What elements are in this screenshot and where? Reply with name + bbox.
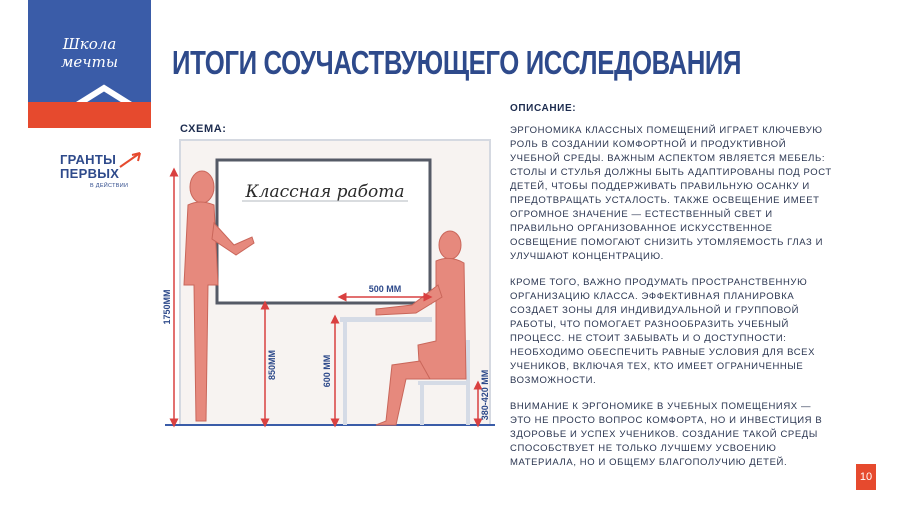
logo-red-band bbox=[28, 102, 151, 128]
description-section bbox=[510, 103, 835, 482]
description-paragraph-2: КРОМЕ ТОГО, ВАЖНО ПРОДУМАТЬ ПРОСТРАНСТВЕННУЮ ОРГАНИЗАЦИЮ КЛАССА. ЭФФЕКТИВНАЯ ПЛАНИРОВКА СОЗДАЕТ ЗОНЫ ДЛЯ ИНДИВИДУАЛЬНОЙ И ГРУППОВОЙ РАБОТЫ, ЧТО ПОМОГАЕТ РАЗНООБРАЗИТЬ УЧЕБНЫЙ ПРОЦЕСС. НЕ СТОИТ ЗАБЫВАТЬ И О ДОСТУПНОСТИ: НЕОБХОДИМО ОБЕСПЕЧИТЬ РАВНЫЕ УСЛОВИЯ ДЛЯ ВСЕХ УЧЕНИКОВ, ВКЛЮЧАЯ ТЕХ, КТО ИМЕЕТ ОГРАНИЧЕННЫЕ ВОЗМОЖНОСТИ. bbox=[510, 277, 816, 386]
arrow-icon bbox=[118, 151, 144, 169]
ergonomics-diagram bbox=[160, 135, 500, 435]
schema-label: СХЕМА: bbox=[180, 123, 227, 135]
description-paragraph-1: ЭРГОНОМИКА КЛАССНЫХ ПОМЕЩЕНИЙ ИГРАЕТ КЛЮЧЕВУЮ РОЛЬ В СОЗДАНИИ КОМФОРТНОЙ И ПРОДУКТИВНОЙ УЧЕБНОЙ СРЕДЫ. ВАЖНЫМ АСПЕКТОМ ЯВЛЯЕТСЯ МЕБЕЛЬ: СТОЛЫ И СТУЛЬЯ ДОЛЖНЫ БЫТЬ АДАПТИРОВАНЫ ПОД РОСТ ДЕТЕЙ, ЧТОБЫ ПОДДЕРЖИВАТЬ ПРАВИЛЬНУЮ ОСАНКУ И ПРЕДОТВРАЩАТЬ УСТАЛОСТЬ. ТАКЖЕ ОСВЕЩЕНИЕ ИМЕЕТ ОГРОМНОЕ ЗНАЧЕНИЕ — ЕСТЕСТВЕННЫЙ СВЕТ И ПРАВИЛЬНО ОРГАНИЗОВАННОЕ ИСКУССТВЕННОЕ ОСВЕЩЕНИЕ ПОМОГАЮТ СНИЗИТЬ УТОМЛЯЕМОСТЬ ГЛАЗ И УЛУЧШАЮТ КОНЦЕНТРАЦИЮ. bbox=[510, 125, 832, 262]
school-logo bbox=[28, 0, 151, 128]
logo-line-1: Школа bbox=[62, 35, 117, 53]
dimension-label-500: 500 ММ bbox=[368, 284, 402, 294]
dimension-label-380-420: 380-420 ММ bbox=[480, 369, 490, 421]
dimension-label-1750: 1750ММ bbox=[162, 289, 172, 325]
grants-subtitle: В ДЕЙСТВИИ bbox=[90, 183, 129, 189]
grants-line-2: ПЕРВЫХ bbox=[60, 166, 120, 181]
page-number: 10 bbox=[856, 464, 876, 490]
grants-line-1: ГРАНТЫ bbox=[60, 152, 117, 167]
board-text: Классная работа bbox=[245, 182, 405, 202]
description-paragraph-3: ВНИМАНИЕ К ЭРГОНОМИКЕ В УЧЕБНЫХ ПОМЕЩЕНИЯХ — ЭТО НЕ ПРОСТО ВОПРОС КОМФОРТА, НО И ИНВЕСТИЦИЯ В ЗДОРОВЬЕ И УСПЕХ УЧЕНИКОВ. СОЗДАНИЕ ТАКОЙ СРЕДЫ СПОСОБСТВУЕТ НЕ ТОЛЬКО ЛУЧШЕМУ УСВОЕНИЮ МАТЕРИАЛА, НО И ОБЩЕМУ БЛАГОПОЛУЧИЮ ДЕТЕЙ. bbox=[510, 401, 823, 468]
logo-line-2: мечты bbox=[60, 53, 119, 71]
dimension-label-600: 600 ММ bbox=[322, 354, 332, 388]
grants-logo bbox=[60, 153, 148, 189]
page-title: ИТОГИ СОУЧАСТВУЮЩЕГО ИССЛЕДОВАНИЯ bbox=[172, 44, 742, 81]
description-heading: ОПИСАНИЕ: bbox=[510, 103, 577, 114]
dimension-label-850: 850ММ bbox=[267, 349, 277, 381]
